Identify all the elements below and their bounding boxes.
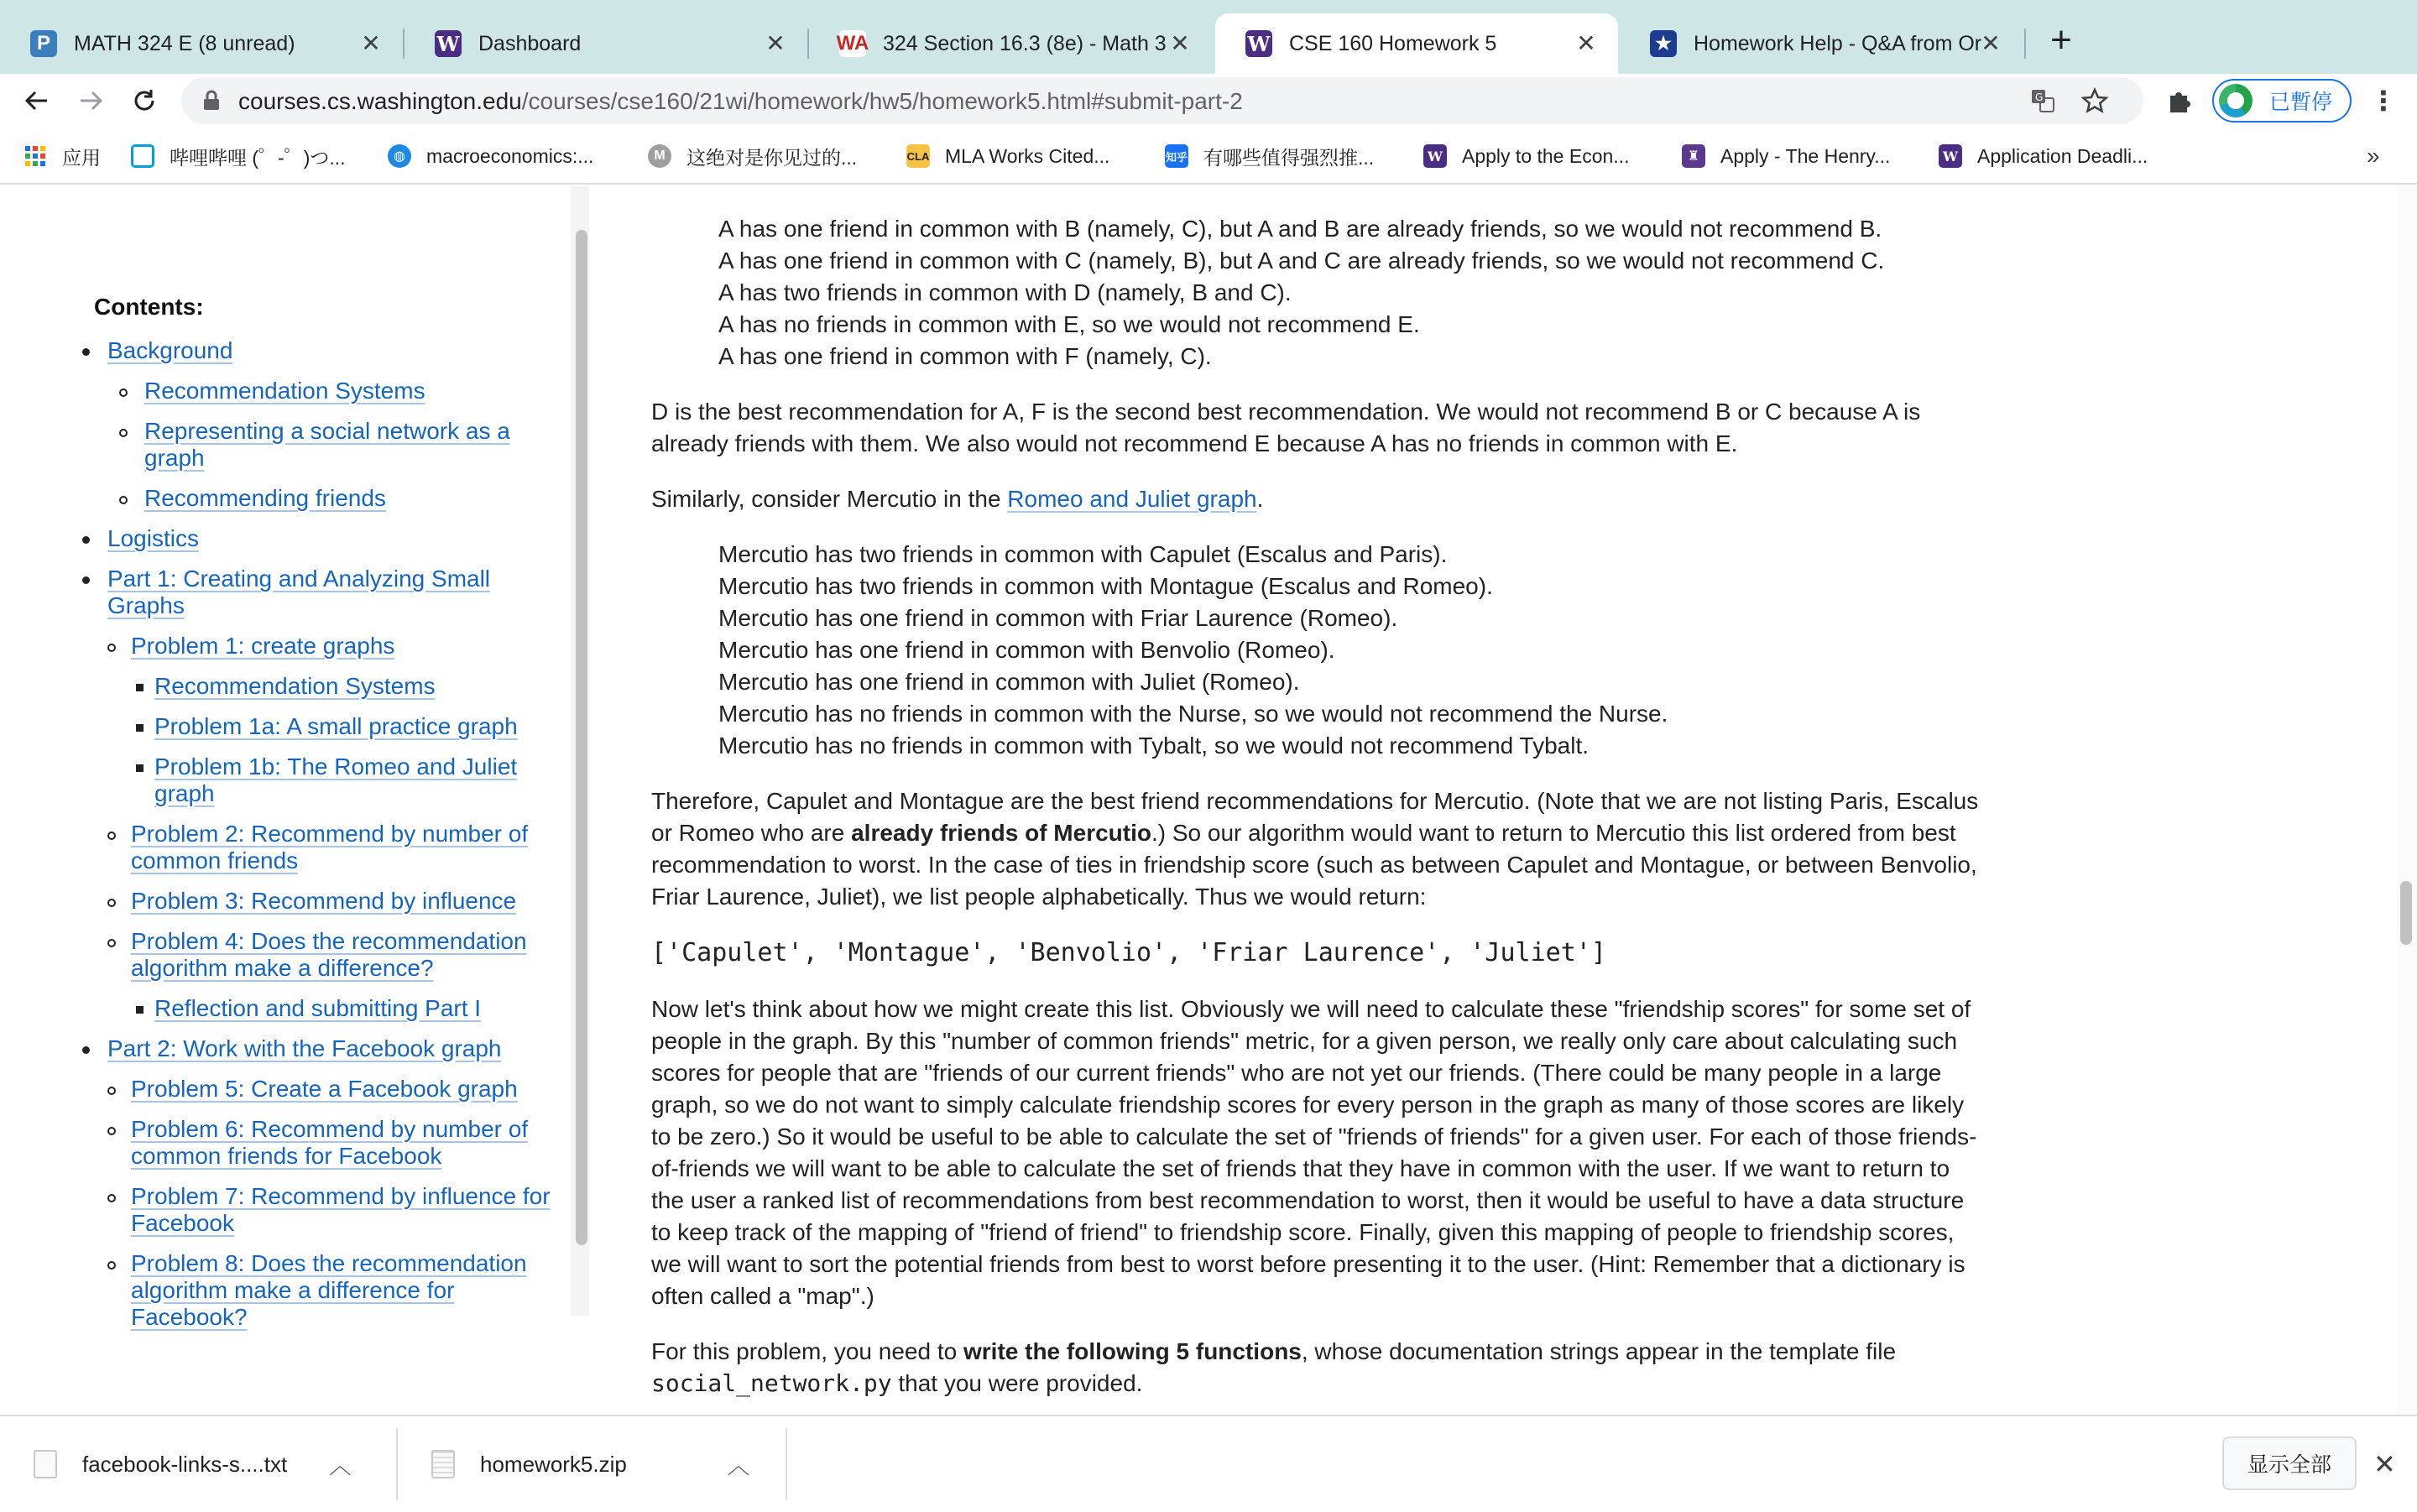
toc-bullet bbox=[136, 764, 144, 772]
reload-button[interactable] bbox=[123, 79, 166, 123]
toc-link-label: Recommendation Systems bbox=[144, 378, 425, 404]
list-item: Mercutio has two friends in common with Capulet (Escalus and Paris). bbox=[718, 541, 1448, 567]
url-path: /courses/cse160/21wi/homework/hw5/homework5.html#submit-part-2 bbox=[521, 88, 1243, 114]
bookmarks-overflow-icon[interactable]: » bbox=[2367, 143, 2380, 169]
toc-bullet bbox=[82, 536, 90, 544]
tab-title: 324 Section 16.3 (8e) - Math 3 bbox=[883, 31, 1167, 55]
toc-bullet bbox=[107, 832, 116, 840]
toc-link[interactable] bbox=[144, 378, 425, 404]
download-filename: facebook-links-s....txt bbox=[82, 1451, 288, 1477]
uw-icon: W bbox=[1939, 144, 1962, 168]
chevron-up-icon[interactable]: ︿ bbox=[329, 1452, 352, 1478]
toc-link-label: Facebook? bbox=[131, 1304, 248, 1330]
toc-link-label: Recommending friends bbox=[144, 485, 386, 511]
romeo-juliet-graph-link[interactable]: Romeo and Juliet graph bbox=[1007, 486, 1257, 512]
list-item: Mercutio has one friend in common with Juliet (Romeo). bbox=[718, 669, 1300, 695]
star-badge-icon: ★ bbox=[1650, 30, 1677, 57]
list-item: A has one friend in common with F (namely, C). bbox=[718, 343, 1212, 369]
back-arrow-icon bbox=[23, 87, 50, 114]
paragraph-line bbox=[651, 483, 1263, 515]
uw-icon: W bbox=[1423, 144, 1447, 168]
toc-bullet bbox=[107, 644, 116, 652]
close-icon[interactable]: ✕ bbox=[2373, 1449, 2396, 1479]
bookmark-bilibili[interactable] bbox=[131, 141, 346, 171]
toc-bullet bbox=[107, 1194, 116, 1202]
url-text[interactable] bbox=[238, 88, 1243, 115]
bold-text: write the following 5 functions bbox=[963, 1338, 1302, 1364]
text: , whose documentation strings appear in the template file bbox=[1301, 1338, 1897, 1364]
tab-title: CSE 160 Homework 5 bbox=[1289, 31, 1497, 55]
apps-grid-icon bbox=[23, 144, 47, 168]
toc-bullet bbox=[82, 1046, 90, 1054]
henry-icon: ♜ bbox=[1682, 144, 1705, 168]
show-all-downloads-button[interactable]: 显示全部 bbox=[2222, 1436, 2357, 1490]
toc-link-label: Problem 6: Recommend by number of bbox=[131, 1116, 529, 1142]
text: or Romeo who are bbox=[651, 820, 852, 846]
inline-code: social_network.py bbox=[651, 1369, 892, 1397]
page-content bbox=[0, 186, 2417, 1415]
toc-link-label: Part 1: Creating and Analyzing Small bbox=[107, 566, 491, 592]
text: .) So our algorithm would want to return to Mercutio this list ordered from best bbox=[1151, 820, 1956, 846]
toc-bullet bbox=[107, 939, 116, 947]
toc-link[interactable] bbox=[154, 995, 481, 1022]
toc-link-label: Problem 8: Does the recommendation bbox=[131, 1250, 527, 1276]
list-item: Mercutio has one friend in common with Friar Laurence (Romeo). bbox=[718, 605, 1398, 631]
tab-title: MATH 324 E (8 unread) bbox=[74, 31, 295, 55]
bookmark-label: Apply to the Econ... bbox=[1462, 144, 1630, 167]
close-icon[interactable]: ✕ bbox=[1981, 30, 2001, 56]
reload-icon bbox=[131, 87, 158, 114]
svg-text:G: G bbox=[2035, 91, 2044, 103]
bookmark-star-icon[interactable] bbox=[2080, 86, 2110, 116]
list-item: A has one friend in common with B (namely, C), but A and B are already friends, so we would not recommend B. bbox=[718, 216, 1882, 242]
avatar bbox=[2219, 84, 2253, 117]
toc-link-label: Graphs bbox=[107, 592, 185, 618]
forward-button[interactable] bbox=[69, 79, 112, 123]
toc-bullet bbox=[119, 388, 128, 397]
toc-link-label: Problem 7: Recommend by influence for bbox=[131, 1183, 551, 1209]
paragraph-line: graph, so we do not want to simply calculate friendship scores for every person in the graph as many of those scores are likely bbox=[651, 1092, 1965, 1118]
bookmark-label: 应用 bbox=[62, 146, 101, 169]
toc-link-label: Part 2: Work with the Facebook graph bbox=[107, 1035, 502, 1061]
toc-link-label: Problem 1: create graphs bbox=[131, 633, 395, 659]
toc-link-label: Problem 4: Does the recommendation bbox=[131, 928, 527, 954]
bookmark-label: 有哪些值得强烈推... bbox=[1203, 146, 1375, 169]
list-item: Mercutio has no friends in common with Tybalt, so we would not recommend Tybalt. bbox=[718, 733, 1590, 759]
download-filename: homework5.zip bbox=[480, 1451, 627, 1477]
chevron-up-icon[interactable]: ︿ bbox=[727, 1452, 749, 1478]
toc-link[interactable] bbox=[154, 753, 517, 807]
new-tab-button[interactable]: + bbox=[2050, 19, 2072, 60]
toc-bullet bbox=[119, 496, 128, 504]
tab-strip bbox=[0, 0, 2417, 74]
bookmark-zhihu[interactable] bbox=[1165, 141, 1374, 171]
toc-link[interactable] bbox=[107, 525, 199, 552]
paragraph-line: the user a ranked list of recommendations from best recommendation to worst, then it would be useful to have a data structure bbox=[651, 1187, 1965, 1213]
close-icon[interactable]: ✕ bbox=[765, 30, 786, 56]
bold-text: already friends of Mercutio bbox=[851, 820, 1151, 846]
close-icon[interactable]: ✕ bbox=[1170, 30, 1190, 56]
bookmark-macroeconomics[interactable] bbox=[388, 141, 593, 171]
list-item: Mercutio has two friends in common with Montague (Escalus and Romeo). bbox=[718, 573, 1493, 599]
list-item: A has no friends in common with E, so we would not recommend E. bbox=[718, 311, 1420, 337]
toc-link-label: Reflection and submitting Part I bbox=[154, 995, 482, 1021]
toc-bullet bbox=[107, 899, 116, 907]
translate-icon[interactable] bbox=[2028, 86, 2058, 116]
text: Similarly, consider Mercutio in the bbox=[651, 486, 1008, 512]
zip-file-icon bbox=[431, 1450, 455, 1478]
extensions-button[interactable] bbox=[2157, 79, 2200, 123]
address-bar[interactable] bbox=[181, 77, 2143, 124]
toc-link-label: Representing a social network as a bbox=[144, 418, 510, 444]
paragraph-line: D is the best recommendation for A, F is the second best recommendation. We would not recommend B or C because A is bbox=[651, 399, 1921, 425]
toc-link-label: common friends bbox=[131, 847, 299, 873]
download-item[interactable] bbox=[0, 1416, 396, 1512]
bookmark-econ[interactable] bbox=[1423, 141, 1629, 171]
zhihu-icon: 知乎 bbox=[1165, 144, 1188, 168]
sidebar-scrollbar-thumb[interactable] bbox=[576, 230, 587, 1245]
close-icon[interactable]: ✕ bbox=[361, 30, 381, 56]
bookmark-label: 这绝对是你见过的... bbox=[686, 146, 858, 169]
toc-bullet bbox=[82, 576, 90, 584]
uw-icon: W bbox=[1245, 30, 1272, 57]
list-item: A has two friends in common with D (namely, B and C). bbox=[718, 279, 1292, 305]
paragraph-line: Therefore, Capulet and Montague are the best friend recommendations for Mercutio. (Note that we are not listing Paris, Escalus bbox=[651, 788, 1979, 814]
page-scrollbar[interactable] bbox=[2397, 186, 2417, 1415]
bookmark-henry[interactable] bbox=[1682, 141, 1890, 171]
toc-bullet bbox=[136, 724, 144, 732]
bookmark-label: macroeconomics:... bbox=[426, 144, 594, 167]
toc-link[interactable] bbox=[144, 485, 386, 512]
bookmark-label: 哔哩哔哩 (゜-゜)つ... bbox=[170, 146, 346, 169]
tab-dashboard[interactable] bbox=[405, 13, 807, 74]
forward-arrow-icon bbox=[77, 87, 104, 114]
bookmark-deadlines[interactable] bbox=[1939, 141, 2148, 171]
url-host: courses.cs.washington.edu bbox=[238, 88, 522, 114]
toc-link[interactable] bbox=[131, 1250, 527, 1331]
toc-link[interactable] bbox=[131, 1183, 551, 1237]
tab-title: Dashboard bbox=[478, 31, 582, 55]
m-circle-icon: M bbox=[648, 144, 671, 168]
toc-link-label: common friends for Facebook bbox=[131, 1143, 442, 1169]
tab-title: Homework Help - Q&A from Or bbox=[1694, 31, 1982, 55]
paragraph-line: we will want to sort the potential friends from best to worst before presenting it to the user. (Hint: Remember that a dictionary is bbox=[651, 1251, 1965, 1277]
bookmark-apps[interactable] bbox=[23, 141, 101, 171]
bookmarks-bar bbox=[0, 128, 2417, 185]
text: . bbox=[1256, 486, 1264, 512]
paragraph-line bbox=[651, 1368, 1142, 1400]
piazza-icon: P bbox=[30, 30, 57, 57]
toc-link[interactable] bbox=[131, 1076, 518, 1103]
toc-link[interactable] bbox=[131, 633, 394, 660]
toc-link-label: Logistics bbox=[107, 525, 199, 551]
uw-icon: W bbox=[435, 30, 462, 57]
toc-link-label: Problem 5: Create a Facebook graph bbox=[131, 1076, 518, 1102]
paragraph-line bbox=[651, 817, 1956, 849]
toc-bullet bbox=[136, 1006, 144, 1014]
toc-sidebar bbox=[0, 186, 579, 1330]
browser-toolbar bbox=[0, 74, 2417, 128]
tab-homework-help[interactable] bbox=[1620, 13, 2023, 74]
toc-link[interactable] bbox=[131, 888, 516, 915]
list-item: Mercutio has one friend in common with Benvolio (Romeo). bbox=[718, 637, 1335, 663]
toc-bullet bbox=[107, 1261, 116, 1270]
tab-cse160-hw5[interactable] bbox=[1215, 13, 1618, 74]
toc-link-label: graph bbox=[154, 780, 215, 806]
toc-link[interactable] bbox=[154, 713, 518, 740]
more-menu-icon[interactable]: ⋮ bbox=[2370, 86, 2397, 116]
list-item: A has one friend in common with C (namely, B), but A and C are already friends, so we would not recommend C. bbox=[718, 248, 1885, 274]
code-block-result: ['Capulet', 'Montague', 'Benvolio', 'Friar Laurence', 'Juliet'] bbox=[651, 938, 1606, 967]
toc-link-label: Recommendation Systems bbox=[154, 673, 436, 699]
toc-link-label: Problem 1b: The Romeo and Juliet bbox=[154, 753, 518, 779]
paragraph-line: recommendation to worst. In the case of ties in friendship score (such as between Capulet and Montague, or between Benvolio, bbox=[651, 852, 1977, 878]
toc-link[interactable] bbox=[107, 566, 490, 619]
webassign-icon: WA bbox=[839, 30, 866, 57]
toc-heading: Contents: bbox=[94, 294, 204, 320]
toc-link-label: algorithm make a difference? bbox=[131, 955, 434, 981]
toc-link[interactable] bbox=[154, 673, 436, 700]
download-item[interactable] bbox=[398, 1416, 786, 1512]
toc-link-label: Problem 2: Recommend by number of bbox=[131, 821, 529, 847]
toc-bullet bbox=[107, 1127, 116, 1135]
toc-bullet bbox=[107, 1087, 116, 1095]
toc-link[interactable] bbox=[107, 337, 232, 364]
lock-icon[interactable] bbox=[200, 89, 223, 112]
toc-link[interactable] bbox=[131, 1116, 528, 1170]
toc-link-label: algorithm make a difference for bbox=[131, 1277, 455, 1303]
text: For this problem, you need to bbox=[651, 1338, 963, 1364]
bookmark-mla[interactable] bbox=[906, 141, 1109, 171]
paragraph-line: of-friends we will want to be able to calculate the set of friends that they have in common with the user. If we want to return to bbox=[651, 1155, 1950, 1181]
toc-link-label: Problem 1a: A small practice graph bbox=[154, 713, 518, 739]
profile-status-label: 已暫停 bbox=[2269, 91, 2333, 114]
toc-bullet bbox=[82, 348, 90, 356]
paragraph-line: to keep track of the mapping of "friend of friend" to friendship score. Finally, given this mapping of people to friendship scores, bbox=[651, 1219, 1955, 1245]
puzzle-icon bbox=[2165, 87, 2192, 114]
downloads-shelf bbox=[0, 1415, 2417, 1510]
paragraph-line: Now let's think about how we might create this list. Obviously we will need to calculate these "friendship scores" for some set of bbox=[651, 996, 1971, 1022]
bookmark-label: Application Deadli... bbox=[1977, 144, 2148, 167]
bookmark-label: MLA Works Cited... bbox=[945, 144, 1110, 167]
paragraph-line: already friends with them. We also would not recommend E because A has no friends in common with E. bbox=[651, 430, 1738, 456]
cla-icon: CLA bbox=[906, 144, 930, 168]
paragraph-line bbox=[651, 1336, 1896, 1368]
bookmark-article[interactable] bbox=[648, 141, 857, 171]
toc-link-label: Problem 3: Recommend by influence bbox=[131, 888, 517, 914]
text: that you were provided. bbox=[891, 1370, 1143, 1396]
toc-bullet bbox=[119, 429, 128, 437]
back-button[interactable] bbox=[15, 79, 59, 123]
close-icon[interactable]: ✕ bbox=[1576, 30, 1596, 56]
text-file-icon bbox=[34, 1450, 57, 1478]
tab-math324[interactable] bbox=[0, 13, 403, 74]
paragraph-line: people in the graph. By this "number of common friends" metric, for a given person, we really only care about calculating such bbox=[651, 1028, 1958, 1054]
toc-link[interactable] bbox=[131, 821, 528, 874]
paragraph-line: often called a "map".) bbox=[651, 1283, 874, 1309]
toc-link-label: Facebook bbox=[131, 1210, 234, 1236]
paragraph-line: scores for people that are "friends of our current friends" who are not yet our friends. (There could be many people in a large bbox=[651, 1060, 1942, 1086]
toc-link-label: graph bbox=[144, 445, 205, 471]
page-scrollbar-thumb[interactable] bbox=[2400, 881, 2412, 945]
list-item: Mercutio has no friends in common with the Nurse, so we would not recommend the Nurse. bbox=[718, 701, 1668, 727]
paragraph-line: Friar Laurence, Juliet), we list people alphabetically. Thus we would return: bbox=[651, 884, 1427, 910]
globe-icon: ◍ bbox=[388, 144, 411, 168]
bilibili-icon bbox=[131, 144, 154, 168]
toc-link-label: Background bbox=[107, 337, 233, 363]
profile-button[interactable] bbox=[2212, 79, 2352, 123]
paragraph-line: to be zero.) So it would be useful to be able to calculate the set of "friends of friends" for a given user. For each of those friends- bbox=[651, 1124, 1977, 1150]
toc-link[interactable] bbox=[131, 928, 527, 982]
toc-link[interactable] bbox=[144, 418, 510, 472]
toc-link[interactable] bbox=[107, 1035, 502, 1062]
tab-section-16-3[interactable] bbox=[809, 13, 1212, 74]
toc-bullet bbox=[136, 684, 144, 691]
bookmark-label: Apply - The Henry... bbox=[1720, 144, 1891, 167]
